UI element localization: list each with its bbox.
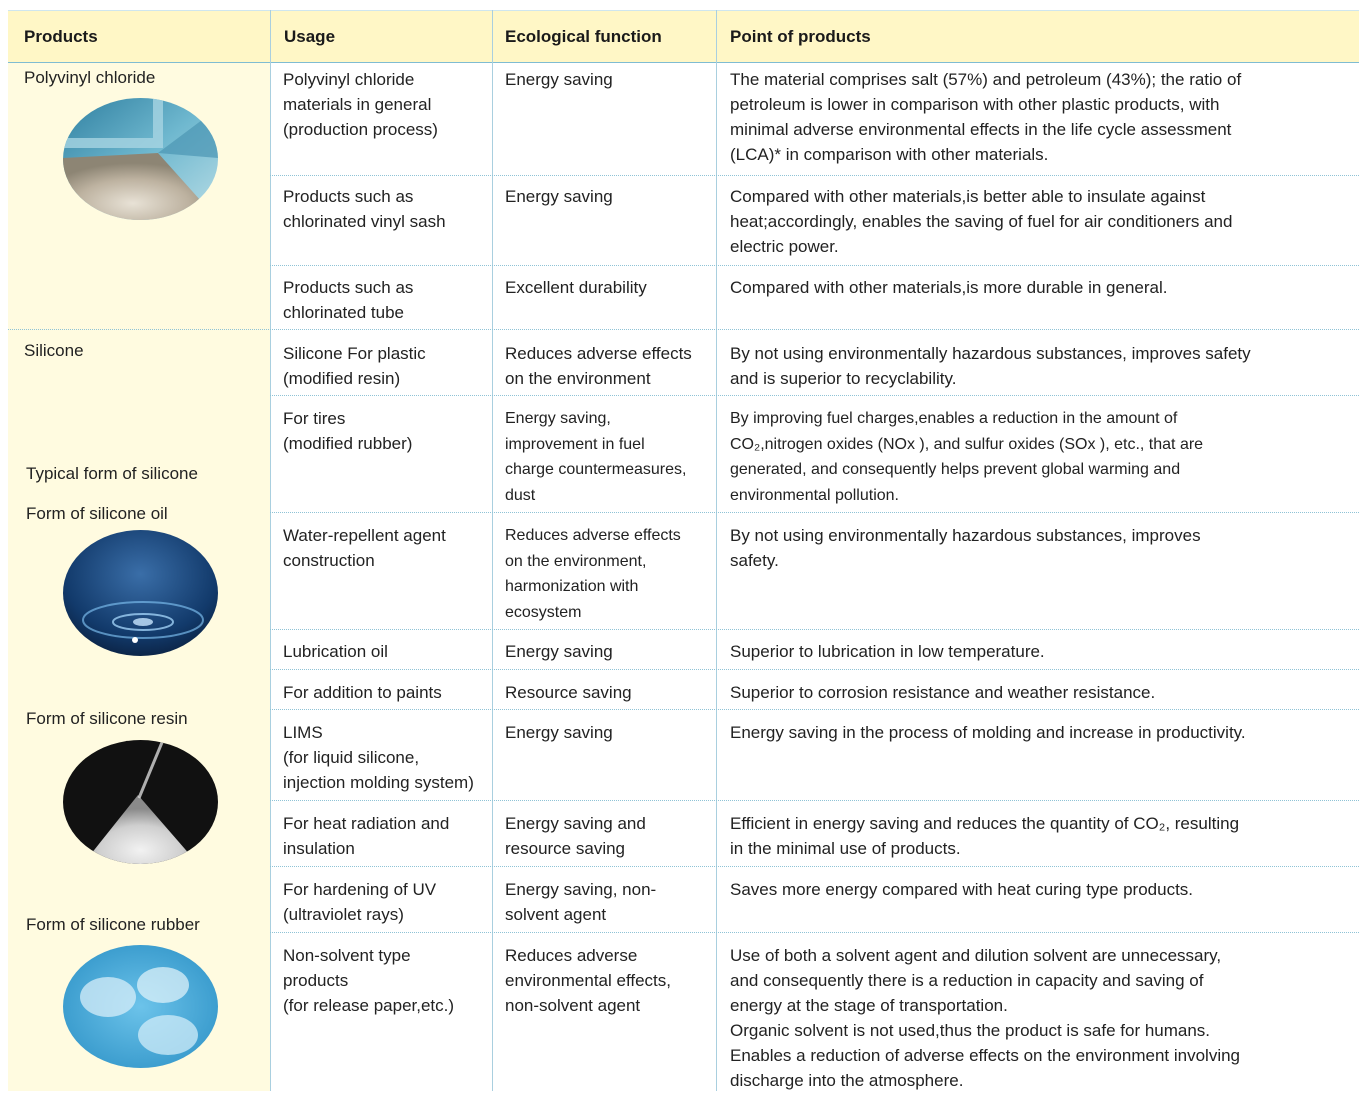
silicone-oil-photo [63,530,218,656]
product-name-silicone: Silicone [24,341,84,360]
usage-cell: Products such as chlorinated vinyl sash [283,187,446,231]
point-cell: Compared with other materials,is better able to insulate against heat;accordingly, enables the saving of fuel for air conditioners and electric power. [730,187,1233,256]
row-separator [270,265,1359,266]
row-separator [270,629,1359,630]
oil-form-label: Form of silicone oil [26,504,168,523]
usage-cell: Lubrication oil [283,642,388,661]
row-separator [270,800,1359,801]
header-usage: Usage [284,27,336,46]
point-cell: By not using environmentally hazardous substances, improves safety. [730,526,1201,570]
usage-cell: Polyvinyl chloride materials in general (production process) [283,70,438,139]
point-cell: The material comprises salt (57%) and petroleum (43%); the ratio of petroleum is lower in comparison with other plastic products, with minimal adverse environmental effects in the life cycle assessment (LCA)* in comparison with other materials. [730,70,1242,164]
point-cell: By not using environmentally hazardous substances, improves safety and is superior to recyclability. [730,344,1251,388]
typical-form-label: Typical form of silicone [26,464,198,483]
usage-cell: For tires (modified rubber) [283,409,413,453]
silicone-rubber-photo [63,945,218,1068]
row-separator [270,866,1359,867]
usage-cell: Products such as chlorinated tube [283,278,414,322]
column-divider [716,10,717,1091]
point-cell: Energy saving in the process of molding and increase in productivity. [730,723,1246,742]
product-name-pvc: Polyvinyl chloride [24,68,156,87]
row-separator [270,669,1359,670]
function-cell: Energy saving [505,70,613,89]
usage-cell: For heat radiation and insulation [283,814,450,858]
function-cell: Resource saving [505,683,632,702]
point-cell: Saves more energy compared with heat curing type products. [730,880,1194,899]
header-point-of-products: Point of products [730,27,871,46]
function-cell: Energy saving [505,642,613,661]
usage-cell: LIMS (for liquid silicone, injection molding system) [283,723,474,792]
header-products: Products [24,27,98,46]
point-cell: Efficient in energy saving and reduces the quantity of CO₂, resulting in the minimal use of products. [730,814,1240,858]
function-cell: Energy saving [505,187,613,206]
usage-cell: Silicone For plastic (modified resin) [283,344,426,388]
usage-cell: For hardening of UV (ultraviolet rays) [283,880,437,924]
usage-cell: Water-repellent agent construction [283,526,446,570]
row-separator [270,512,1359,513]
row-separator [270,709,1359,710]
silicone-resin-photo [63,740,218,864]
function-cell: Excellent durability [505,278,647,297]
header-ecological-function: Ecological function [505,27,662,46]
column-divider [270,10,271,1091]
rubber-form-label: Form of silicone rubber [26,915,200,934]
usage-cell: For addition to paints [283,683,442,702]
row-separator [270,395,1359,396]
function-cell: Energy saving, improvement in fuel charge countermeasures, dust [505,410,687,504]
row-separator [270,932,1359,933]
point-cell: Superior to lubrication in low temperature. [730,642,1045,661]
resin-form-label: Form of silicone resin [26,709,188,728]
function-cell: Energy saving, non- solvent agent [505,880,657,924]
function-cell: Reduces adverse effects on the environment, harmonization with ecosystem [505,527,681,621]
function-cell: Reduces adverse environmental effects, non-solvent agent [505,946,671,1015]
row-separator [8,329,1359,330]
row-separator [270,175,1359,176]
function-cell: Energy saving [505,723,613,742]
point-cell: Compared with other materials,is more durable in general. [730,278,1168,297]
point-cell: Superior to corrosion resistance and weather resistance. [730,683,1156,702]
column-divider [492,10,493,1091]
function-cell: Reduces adverse effects on the environment [505,344,692,388]
table-header [8,10,1359,63]
usage-cell: Non-solvent type products (for release paper,etc.) [283,946,455,1015]
pvc-powder-photo [63,98,218,220]
function-cell: Energy saving and resource saving [505,814,646,858]
point-cell: Use of both a solvent agent and dilution solvent are unnecessary, and consequently there is a reduction in capacity and saving of energy at the stage of transportation. Organic solvent is not used,thus the product is safe for humans. Enables a reduction of adverse effects on the environment involving discharge into the atmosphere. [730,946,1240,1090]
point-cell: By improving fuel charges,enables a reduction in the amount of CO₂,nitrogen oxides (NOx ), and sulfur oxides (SOx ), etc., that are generated, and consequently helps prevent global warming and environmental pollution. [730,410,1204,504]
